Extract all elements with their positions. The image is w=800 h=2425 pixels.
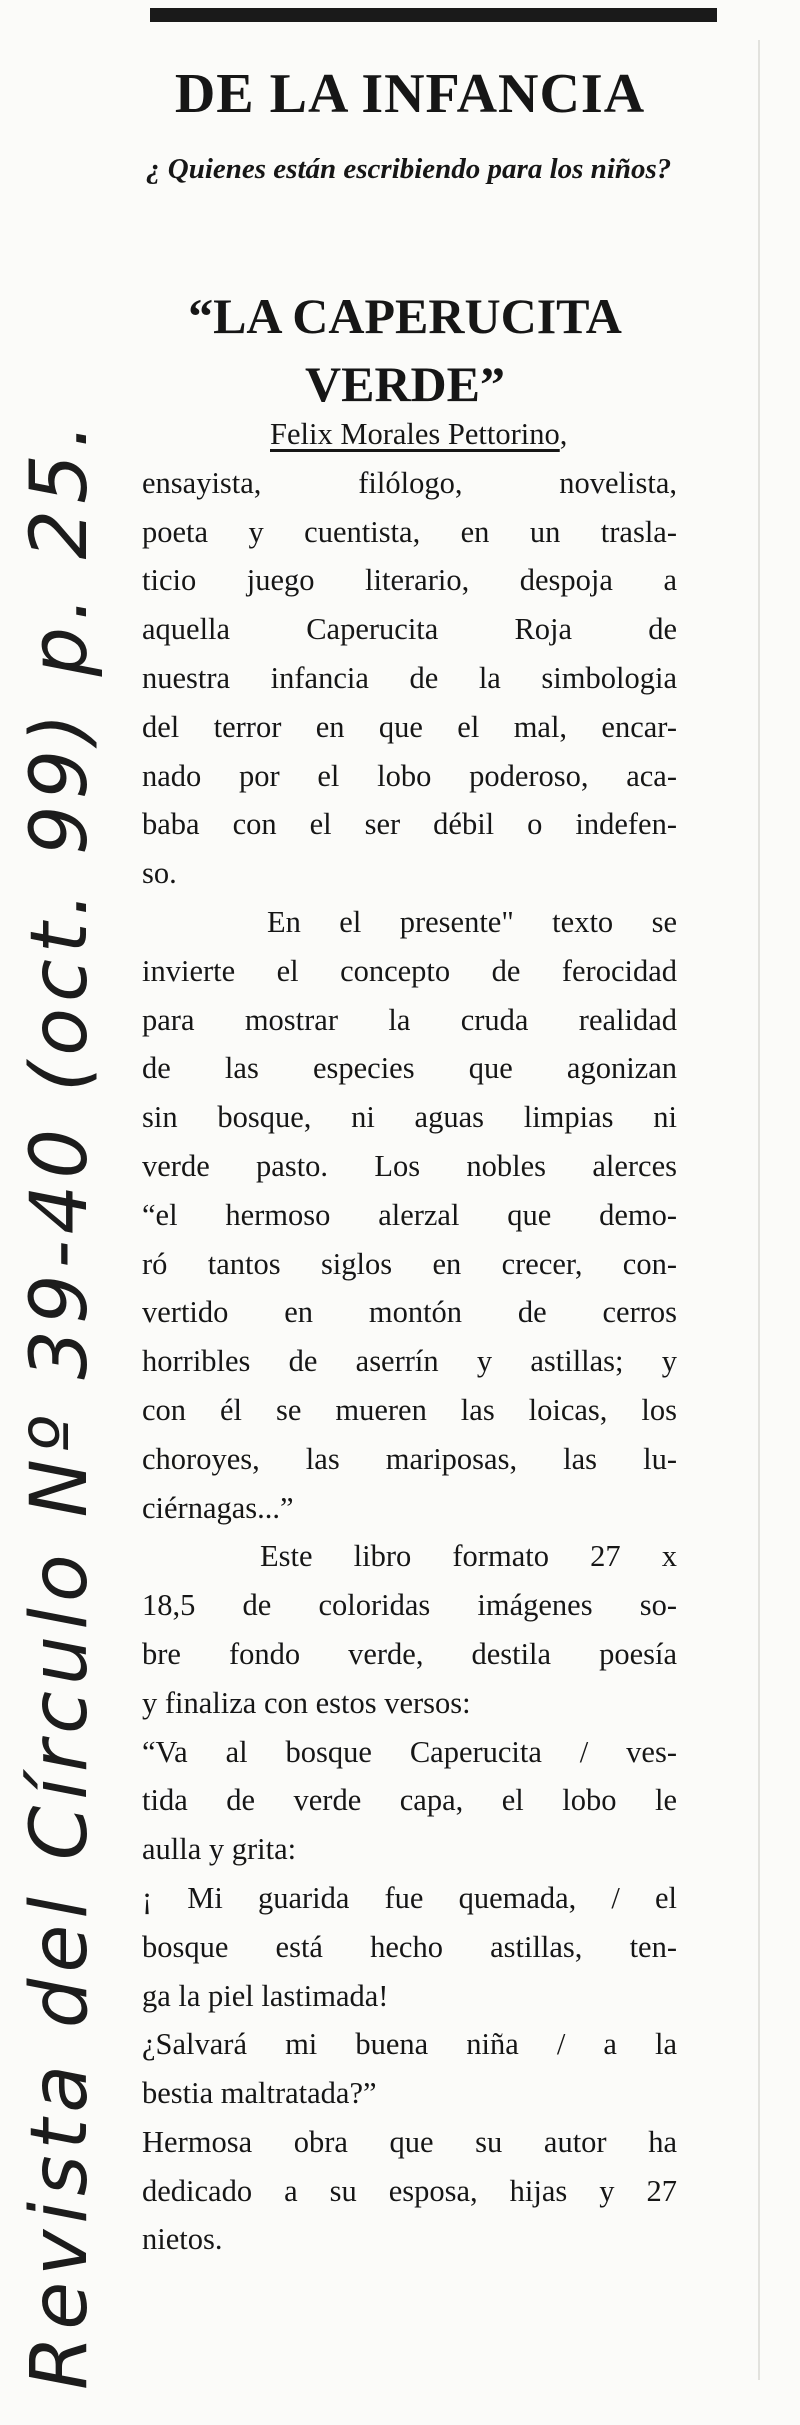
body-line: ró tantos siglos en crecer, con- — [142, 1246, 677, 1281]
body-line: invierte el concepto de ferocidad — [142, 953, 677, 988]
headline-line-1: “LA CAPERUCITA — [188, 288, 622, 344]
body-line: nado por el lobo poderoso, aca- — [142, 758, 677, 793]
body-line: sin bosque, ni aguas limpias ni — [142, 1100, 677, 1135]
subtitle: ¿ Quienes están escribiendo para los niños? — [146, 153, 672, 185]
body-line: del terror en que el mal, encar- — [142, 709, 677, 744]
body-line: “el hermoso alerzal que demo- — [142, 1197, 677, 1232]
body-line: de las especies que agonizan — [142, 1051, 677, 1086]
body-line: ensayista, filólogo, novelista, — [142, 465, 677, 500]
headline-line-2: VERDE” — [304, 356, 506, 412]
body-line: Felix Morales Pettorino, — [270, 417, 568, 451]
body-line: ticio juego literario, despoja a — [142, 563, 677, 598]
top-rule — [150, 8, 717, 22]
body-line: nuestra infancia de la simbologia — [142, 660, 677, 695]
body-line: so. — [142, 856, 177, 891]
body-line: con él se mueren las loicas, los — [142, 1392, 677, 1427]
body-line: vertido en montón de cerros — [142, 1295, 677, 1330]
body-line: bre fondo verde, destila poesía — [142, 1636, 677, 1671]
body-line: ciérnagas...” — [142, 1490, 294, 1525]
author-name: Felix Morales Pettorino — [270, 417, 560, 451]
body-line: tida de verde capa, el lobo le — [142, 1783, 677, 1818]
body-line: dedicado a su esposa, hijas y 27 — [142, 2173, 677, 2208]
body-line: ¡ Mi guarida fue quemada, / el — [142, 1880, 677, 1915]
body-line: horribles de aserrín y astillas; y — [142, 1344, 677, 1379]
article-headline — [150, 282, 660, 418]
body-line: baba con el ser débil o indefen- — [142, 807, 677, 842]
article-body — [142, 410, 677, 2264]
clipping-edge — [758, 40, 760, 2380]
handwritten-annotation: Revista del Círculo Nº 39-40 (oct. 99) p. 25. — [15, 417, 105, 2390]
body-line: bosque está hecho astillas, ten- — [142, 1929, 677, 1964]
body-line: En el presente" texto se — [267, 904, 677, 939]
body-line: 18,5 de coloridas imágenes so- — [142, 1588, 677, 1623]
body-line: Este libro formato 27 x — [260, 1539, 677, 1574]
body-line: aquella Caperucita Roja de — [142, 612, 677, 647]
body-line: para mostrar la cruda realidad — [142, 1002, 677, 1037]
body-line: y finaliza con estos versos: — [142, 1685, 471, 1720]
body-line: bestia maltratada?” — [142, 2076, 377, 2111]
body-line: ¿Salvará mi buena niña / a la — [142, 2027, 677, 2062]
body-line: poeta y cuentista, en un trasla- — [142, 514, 677, 549]
body-line: nietos. — [142, 2222, 223, 2257]
body-line: “Va al bosque Caperucita / ves- — [142, 1734, 677, 1769]
body-line: aulla y grita: — [142, 1832, 297, 1867]
body-line: ga la piel lastimada! — [142, 1978, 389, 2013]
section-title: DE LA INFANCIA — [174, 63, 646, 125]
body-line: Hermosa obra que su autor ha — [142, 2124, 677, 2159]
body-line: verde pasto. Los nobles alerces — [142, 1148, 677, 1183]
body-line: choroyes, las mariposas, las lu- — [142, 1441, 677, 1476]
